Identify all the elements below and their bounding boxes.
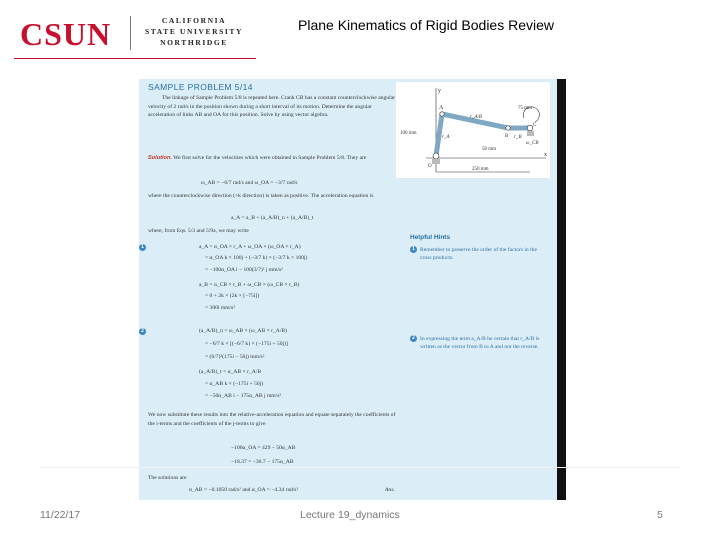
footer-page-number: 5 [657,509,663,521]
logo-wordmark: CSUN [20,16,112,52]
csun-logo [14,12,256,56]
solutions-label: The solutions are [148,475,187,481]
ccw-note: where the counterclockwise direction (+k direction) is taken as positive. The acceleration equation is [148,193,374,199]
substitute-text: We now substitute these results into the relative-acceleration equation and equate separately the coefficients of the i-terms and the coefficients of the j-terms to give [148,412,396,427]
system-eq-2: −18.37 = −36.7 − 175α_AB [231,459,294,465]
label-C: C [533,123,537,128]
dim-75: 75 mm [518,106,533,111]
problem-statement: The linkage of Sample Problem 5/8 is repeated here. Crank CB has a constant counterclockwise angular velocity of 2 rad/s in the position shown during a short interval of its motion. Determine the angular acceleration of links AB and OA for this position. Solve by using vector algebra. [148,95,396,118]
ground-O [432,159,440,164]
final-answer: α_AB = −0.1050 rad/s² and α_OA = −4.34 rad/s² [189,487,299,493]
eq-line: (a_A/B)_t = α_AB × r_A/B [199,369,262,375]
eq-line: = 0 + 2k × (2k × [−75i]) [205,293,260,299]
hint-badge-2: 2 [410,335,417,342]
linkage-diagram [396,82,550,178]
header-rule [14,58,256,59]
eq-line: (a_A/B)_n = ω_AB × (ω_AB × r_A/B) [199,328,287,334]
logo-line-3: NORTHRIDGE [160,38,228,47]
pin-C [527,125,533,131]
page-edge [557,79,566,500]
answer-tag: Ans. [385,487,395,493]
eq-line: a_B = α_CB × r_B + ω_CB × (ω_CB × r_B) [199,282,300,288]
eq-line: = α_AB k × (−175i + 50j) [205,381,264,387]
hint-marker-1: 1 [139,244,146,251]
label-A: A [439,105,444,111]
logo-subtitle [142,15,246,48]
eq-line: = α_OA k × 100j + (−3/7 k) × (−3/7 k × 100j) [205,255,308,261]
linkage-figure [396,82,550,178]
label-omega: ω_CB [526,141,539,146]
acceleration-equation: a_A = a_B + (a_A/B)_n + (a_A/B)_t [231,215,314,221]
eq-line: = (6/7)²(175i − 50j) mm/s² [205,354,265,360]
where-text: where, from Eqs. 5/3 and 5/9a, we may write [148,228,249,234]
hint-1: Remember to preserve the order of the factors in the cross products. [420,247,537,261]
footer-date: 11/22/17 [40,509,81,521]
footer-rule [40,467,680,468]
logo-divider [130,16,131,50]
label-O: O [428,164,432,169]
label-rA: r_A [442,135,450,140]
footer-lecture: Lecture 19_dynamics [300,509,400,521]
pin-A [440,112,444,116]
dim-50: 50 mm [482,147,497,152]
eq-line: = −6/7 k × [(−6/7 k) × (−175i + 50j)] [205,341,288,347]
dim-250: 250 mm [472,167,489,172]
solution-paragraph [148,154,402,163]
textbook-page [139,79,558,500]
velocity-results: ω_AB = −6/7 rad/s and ω_OA = −3/7 rad/s [201,180,298,186]
label-x: x [544,152,547,158]
eq-line: = −50α_AB i − 175α_AB j mm/s² [205,393,282,399]
pin-B [506,126,510,130]
ground-C [527,131,534,136]
label-B: B [505,134,509,139]
hint-marker-2: 2 [139,328,146,335]
logo-line-2: STATE UNIVERSITY [144,27,244,36]
logo-line-1: CALIFORNIA [161,16,227,25]
helpful-hints-heading: Helpful Hints [410,234,451,241]
eq-line: = 300i mm/s² [205,305,236,311]
problem-heading: SAMPLE PROBLEM 5/14 [148,82,253,92]
solution-text: We first solve for the velocities which were obtained in Sample Problem 5/8. They are [173,155,367,161]
dim-100: 100 mm [400,131,417,136]
solution-label: Solution. [148,155,172,161]
eq-line: a_A = α_OA × r_A + ω_OA × (ω_OA × r_A) [199,244,301,250]
system-eq-1: −100α_OA = 429 − 50α_AB [231,445,296,451]
label-y: y [438,88,441,94]
hint-2: In expressing the term a_A/B be certain that r_A/B is written as the vector from B to A and not the reverse. [420,336,540,350]
hint-badge-1: 1 [410,246,417,253]
label-rB: r_B [514,135,522,140]
eq-line: = −100α_OA i − 100(3/7)² j mm/s² [205,267,283,273]
label-rAB: r_A/B [470,115,482,120]
pin-O [433,153,439,159]
slide-title: Plane Kinematics of Rigid Bodies Review [298,17,555,33]
